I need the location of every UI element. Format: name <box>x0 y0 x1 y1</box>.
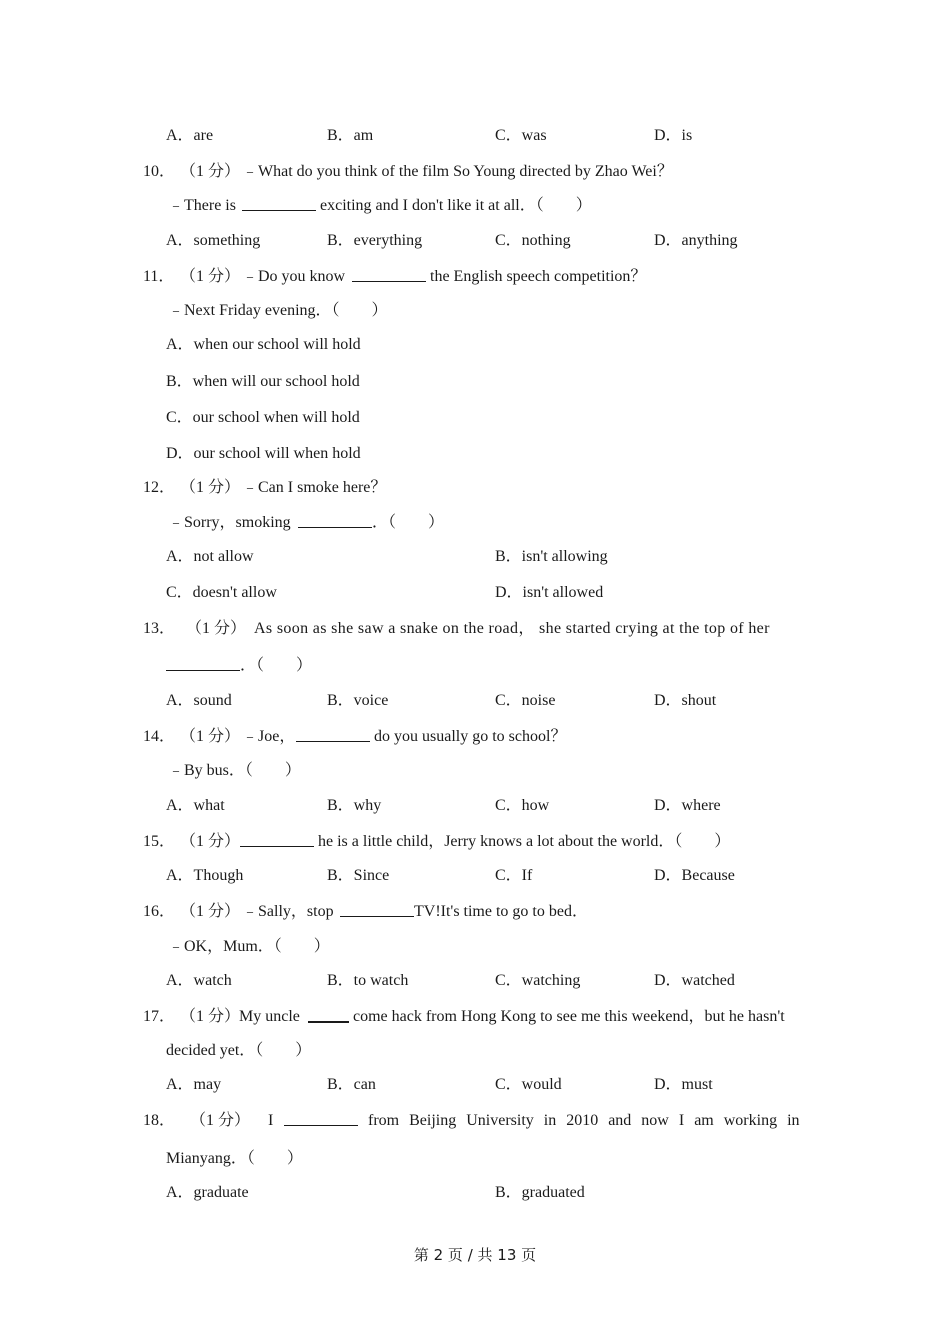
option-d: D．shout <box>654 692 717 709</box>
q10-stem <box>0 160 950 184</box>
option-b: B．isn't allowing <box>495 548 608 565</box>
question-text: Mianyang．（ ） <box>166 1150 303 1167</box>
option-b: B．graduated <box>495 1184 585 1201</box>
option-c: C．watching <box>495 972 581 989</box>
question-score: （1 分） <box>180 903 241 920</box>
answer-blank <box>242 194 316 211</box>
option-c: C．doesn't allow <box>166 584 277 601</box>
option-a: A．not allow <box>166 548 254 565</box>
question-score: （1 分） <box>180 479 241 496</box>
option-c: C．our school when will hold <box>166 409 360 426</box>
question-number: 15． <box>143 833 176 850</box>
option-a: A．may <box>166 1076 222 1093</box>
question-text: ﹣Sally，stop <box>242 903 334 920</box>
q15-options <box>0 864 950 888</box>
question-text: TV!It's time to go to bed． <box>414 903 588 920</box>
answer-blank <box>166 654 240 671</box>
option-a: A．Though <box>166 867 244 884</box>
question-text: exciting and I don't like it at all．（ ） <box>320 197 592 214</box>
question-number: 10． <box>143 163 176 180</box>
question-text: ﹣Can I smoke here？ <box>242 479 387 496</box>
q17-line2 <box>0 1039 950 1063</box>
question-text: ﹣Sorry，smoking <box>168 514 291 531</box>
page-number: 第 2 页 / 共 13 页 <box>413 1246 537 1264</box>
question-text: My uncle <box>239 1008 300 1025</box>
question-number: 11． <box>143 268 175 285</box>
option-a: A．what <box>166 797 225 814</box>
option-b: B．voice <box>327 692 389 709</box>
option-d: D．anything <box>654 232 738 249</box>
question-text: decided yet．（ ） <box>166 1042 312 1059</box>
q11-line2 <box>0 299 950 323</box>
option-c: C．would <box>495 1076 562 1093</box>
q11-option-c <box>0 406 950 430</box>
q11-stem <box>0 265 950 289</box>
question-number: 18． <box>143 1112 176 1129</box>
q11-option-b <box>0 370 950 394</box>
question-text: ﹣By bus．（ ） <box>168 762 301 779</box>
q13-line2 <box>0 654 950 678</box>
option-d: D．where <box>654 797 721 814</box>
option-c: C．noise <box>495 692 556 709</box>
page-footer <box>0 1243 950 1267</box>
question-text: ．（ ） <box>240 657 313 674</box>
question-text: ﹣Do you know <box>242 268 346 285</box>
q16-options <box>0 969 950 993</box>
q15-stem <box>0 830 950 854</box>
option-a: A．sound <box>166 692 232 709</box>
q16-stem <box>0 900 950 924</box>
option-b: B．when will our school hold <box>166 373 360 390</box>
answer-blank <box>298 511 372 528</box>
q14-line2 <box>0 759 950 783</box>
option-d: D．our school will when hold <box>166 445 361 462</box>
option-b: B．everything <box>327 232 423 249</box>
answer-blank <box>340 900 414 917</box>
option-d: D．watched <box>654 972 735 989</box>
option-a: A．something <box>166 232 261 249</box>
option-b: B．to watch <box>327 972 409 989</box>
q13-stem <box>0 617 950 641</box>
question-text: I <box>268 1112 274 1129</box>
option-c: C．If <box>495 867 533 884</box>
question-score: （1 分） <box>180 833 241 850</box>
q12-options-row2 <box>0 581 950 605</box>
question-text: ﹣Next Friday evening．（ ） <box>168 302 388 319</box>
q10-line2 <box>0 194 950 218</box>
question-number: 14． <box>143 728 176 745</box>
question-number: 13． <box>143 620 176 637</box>
q17-options <box>0 1073 950 1097</box>
question-score: （1 分） <box>190 1112 251 1129</box>
option-b: B．can <box>327 1076 376 1093</box>
option-a: A．watch <box>166 972 232 989</box>
q12-options-row1 <box>0 545 950 569</box>
q10-options <box>0 229 950 253</box>
q13-options <box>0 689 950 713</box>
q9-options <box>0 124 950 148</box>
option-d: D．isn't allowed <box>495 584 604 601</box>
question-number: 12． <box>143 479 176 496</box>
answer-blank <box>308 1005 349 1023</box>
question-text: do you usually go to school？ <box>374 728 567 745</box>
option-a: A．graduate <box>166 1184 249 1201</box>
option-c: C．was <box>495 127 547 144</box>
answer-blank <box>240 830 314 847</box>
option-c: C．nothing <box>495 232 571 249</box>
question-score: （1 分） <box>180 728 241 745</box>
option-c: C．how <box>495 797 550 814</box>
option-a: A．when our school will hold <box>166 336 361 353</box>
answer-blank <box>352 265 426 282</box>
answer-blank <box>296 725 370 742</box>
q12-stem <box>0 476 950 500</box>
question-text: from Beijing University in 2010 and now I am working in <box>368 1112 800 1129</box>
question-text: he is a little child，Jerry knows a lot about the world．（ ） <box>318 833 731 850</box>
question-score: （1 分） <box>186 620 247 637</box>
q11-option-a <box>0 333 950 357</box>
question-number: 17． <box>143 1008 176 1025</box>
question-text: As soon as she saw a snake on the road， she started crying at the top of her <box>254 620 770 637</box>
option-d: D．is <box>654 127 693 144</box>
answer-blank <box>284 1109 358 1126</box>
q14-options <box>0 794 950 818</box>
q18-line2 <box>0 1147 950 1171</box>
q18-options <box>0 1181 950 1205</box>
option-b: B．why <box>327 797 382 814</box>
question-number: 16． <box>143 903 176 920</box>
question-text: ﹣OK，Mum．（ ） <box>168 938 330 955</box>
question-text: come hack from Hong Kong to see me this weekend，but he hasn't <box>353 1008 785 1025</box>
question-text: ﹣What do you think of the film So Young directed by Zhao Wei？ <box>242 163 673 180</box>
question-text: the English speech competition？ <box>430 268 647 285</box>
option-d: D．must <box>654 1076 713 1093</box>
q17-stem <box>0 1005 950 1029</box>
q11-option-d <box>0 442 950 466</box>
q12-line2 <box>0 511 950 535</box>
question-score: （1 分） <box>180 163 241 180</box>
option-d: D．Because <box>654 867 735 884</box>
question-text: ．（ ） <box>372 514 445 531</box>
question-score: （1 分） <box>180 268 241 285</box>
option-a: A．are <box>166 127 214 144</box>
question-score: （1 分） <box>180 1008 241 1025</box>
q16-line2 <box>0 935 950 959</box>
option-b: B．Since <box>327 867 390 884</box>
q14-stem <box>0 725 950 749</box>
option-b: B．am <box>327 127 374 144</box>
question-text: ﹣There is <box>168 197 236 214</box>
q18-stem <box>0 1109 950 1133</box>
question-text: ﹣Joe， <box>242 728 296 745</box>
